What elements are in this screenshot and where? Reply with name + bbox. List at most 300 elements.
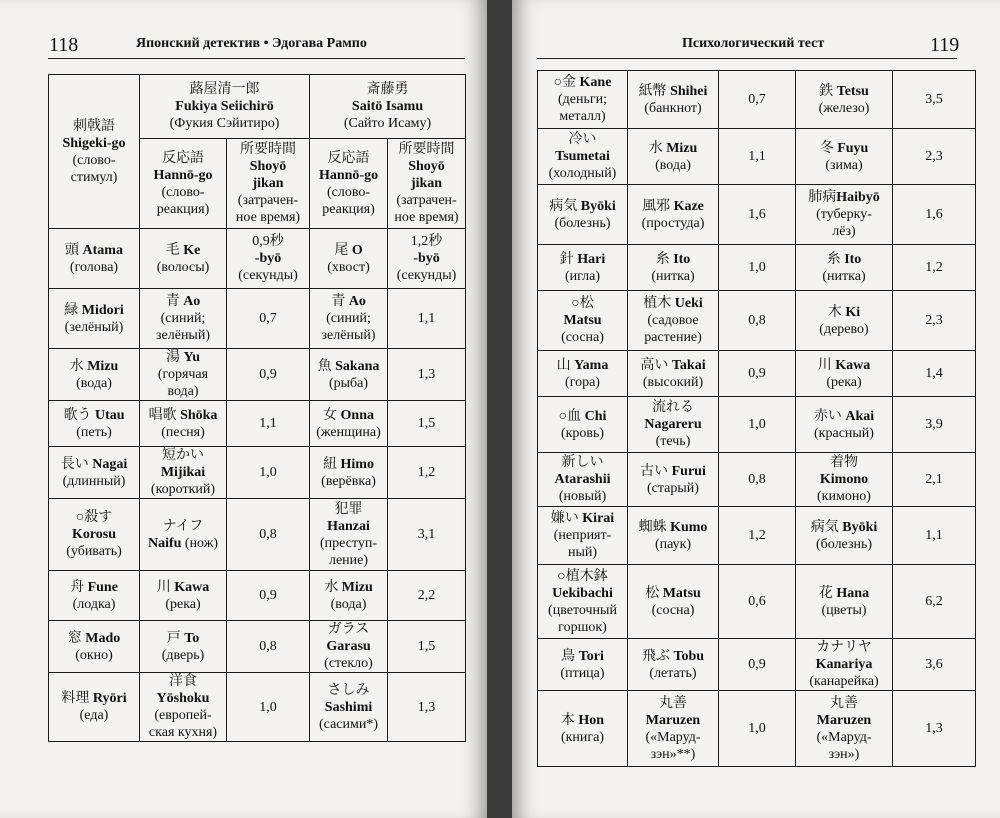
cell-text: растение) <box>644 330 702 345</box>
cell-stim <box>49 499 140 571</box>
cell-text: 0,9 <box>259 588 277 603</box>
cell-line <box>895 593 973 610</box>
cell-text: горшок) <box>558 619 607 635</box>
cell-line <box>142 293 224 310</box>
cell-text: 1,6 <box>925 207 943 222</box>
cell-line <box>630 399 716 416</box>
table-row <box>49 673 466 742</box>
cell-line <box>630 746 716 763</box>
cell-text: 赤い <box>813 408 846 424</box>
cell-line <box>142 518 224 535</box>
cell-t1 <box>227 621 310 673</box>
cell-line <box>630 585 716 602</box>
cell-r2 <box>310 401 388 447</box>
cell-line <box>895 720 973 737</box>
table-row <box>538 351 976 397</box>
cell-text: вода) <box>167 384 199 399</box>
cell-text: (сосна) <box>561 330 604 345</box>
cell-t1 <box>227 571 310 621</box>
cell-text: 1,4 <box>925 366 943 381</box>
cell-t1 <box>719 185 796 245</box>
cell-line <box>798 519 890 536</box>
cell-line <box>630 695 716 712</box>
romaji-text: Hari <box>577 251 606 267</box>
cell-text: 1,3 <box>417 367 436 382</box>
cell-line <box>630 463 716 480</box>
cell-line <box>630 198 716 215</box>
romaji-text: Naifu <box>147 535 182 551</box>
cell-r1 <box>628 397 719 453</box>
romaji-text: Sakana <box>335 358 380 374</box>
cell-line <box>721 527 793 544</box>
cell-text: (убивать) <box>66 544 122 559</box>
header-stimulus-cell <box>49 75 140 229</box>
header-stimulus-ru1: (слово- <box>72 152 116 168</box>
cell-line <box>630 712 716 729</box>
cell-text: (лодка) <box>72 596 116 612</box>
romaji-text: Mijikai <box>160 465 206 480</box>
table-row <box>49 289 466 349</box>
cell-text: 着物 <box>830 455 858 470</box>
cell-text: (река) <box>165 596 201 612</box>
cell-line <box>312 535 385 552</box>
cell-text: 病気 <box>549 198 581 214</box>
table-row <box>538 71 976 129</box>
cell-line <box>630 433 716 450</box>
cell-r2 <box>310 229 388 289</box>
left-running-title: Японский детектив • Эдогава Рампо <box>136 36 367 51</box>
cell-line <box>540 568 625 585</box>
cell-text: 3,1 <box>417 527 436 542</box>
cell-text: 新しい <box>561 455 604 470</box>
romaji-text: Kane <box>579 75 612 90</box>
cell-line <box>630 665 716 682</box>
cell-t2 <box>893 691 976 767</box>
cell-r1 <box>140 289 227 349</box>
cell-line <box>798 100 890 117</box>
right-page <box>512 0 1000 818</box>
cell-text: 紙幣 <box>638 83 671 99</box>
cell-text: (игла) <box>564 268 601 284</box>
header-time-jp: 所要時間 <box>398 142 455 157</box>
cell-text: 木 <box>827 304 846 320</box>
cell-line <box>229 526 307 543</box>
cell-text: (вода) <box>655 157 691 173</box>
romaji-text: Onna <box>340 407 374 423</box>
cell-r1 <box>628 71 719 129</box>
romaji-text: Takai <box>671 357 706 373</box>
romaji-text: Shihei <box>670 83 708 99</box>
cell-t2 <box>893 71 976 129</box>
cell-stim <box>538 291 628 351</box>
cell-text: (простуда) <box>641 215 705 231</box>
cell-t1 <box>719 129 796 185</box>
cell-text: 1,0 <box>748 417 766 432</box>
header-person1-ru: (Фукия Сэйитиро) <box>169 116 280 131</box>
cell-text: 松 <box>645 585 663 601</box>
cell-text: (сосна) <box>651 602 695 618</box>
cell-line <box>798 251 890 268</box>
cell-line <box>229 267 307 284</box>
cell-stim <box>538 245 628 291</box>
cell-text: (цветочный <box>548 602 617 618</box>
cell-stim <box>49 571 140 621</box>
cell-line <box>312 242 385 259</box>
cell-line <box>540 329 625 346</box>
romaji-text: Midori <box>81 302 124 318</box>
book-gutter <box>487 0 512 818</box>
header-time-romaji1: Shoyō <box>249 159 287 174</box>
cell-r1 <box>140 571 227 621</box>
cell-text: (деньги; <box>558 92 607 107</box>
cell-line <box>798 454 890 471</box>
cell-line <box>390 638 463 655</box>
cell-text: (банкнот) <box>644 100 702 116</box>
cell-stim <box>538 351 628 397</box>
cell-text: 1,5 <box>417 416 436 431</box>
cell-text: (кимоно) <box>817 489 871 504</box>
cell-text: (дверь) <box>161 647 205 663</box>
cell-text: (зима) <box>825 157 863 173</box>
cell-text: 本 <box>560 712 579 728</box>
romaji-text: Kimono <box>819 472 869 487</box>
cell-line <box>229 233 307 250</box>
cell-line <box>721 312 793 329</box>
table-row <box>49 447 466 499</box>
cell-text: 植木 <box>643 296 675 311</box>
romaji-text: Yama <box>574 357 609 373</box>
romaji-text: Furui <box>671 463 706 479</box>
cell-text: 丸善 <box>659 695 687 711</box>
cell-text: カナリヤ <box>816 640 872 655</box>
cell-line <box>895 471 973 488</box>
cell-line <box>798 602 890 619</box>
header-time-romaji2: jikan <box>252 176 284 191</box>
cell-line <box>229 250 307 267</box>
cell-line <box>540 729 625 746</box>
cell-line <box>540 357 625 374</box>
cell-text: 花 <box>818 585 837 601</box>
cell-text: さしみ <box>327 682 370 698</box>
left-table-body <box>49 229 466 742</box>
cell-text: (сасими*) <box>319 716 378 732</box>
cell-text: (холодный) <box>548 166 617 181</box>
table-row <box>538 397 976 453</box>
cell-line <box>798 585 890 602</box>
cell-text: (паук) <box>654 536 692 552</box>
cell-text: (секунды) <box>396 268 457 283</box>
cell-text: (болезнь) <box>815 536 873 552</box>
cell-t2 <box>388 499 466 571</box>
cell-line <box>51 543 137 560</box>
cell-line <box>630 416 716 433</box>
cell-t2 <box>893 453 976 507</box>
cell-line <box>630 357 716 374</box>
header-time-romaji1: Shoyō <box>408 159 445 174</box>
cell-r2 <box>796 397 893 453</box>
cell-line <box>540 712 625 729</box>
cell-line <box>229 699 307 716</box>
cell-line <box>51 509 137 526</box>
cell-line <box>312 596 385 613</box>
cell-line <box>312 699 385 716</box>
cell-line <box>630 480 716 497</box>
cell-text: 唱歌 <box>148 407 181 423</box>
cell-line <box>721 91 793 108</box>
cell-text: (песня) <box>161 424 205 440</box>
romaji-text: Ito <box>844 251 862 267</box>
cell-t1 <box>719 691 796 767</box>
cell-text: (горячая <box>157 367 209 382</box>
cell-text: 0,8 <box>259 639 277 654</box>
cell-text: 飛ぶ <box>641 648 674 664</box>
romaji-text: Atarashii <box>554 472 611 487</box>
cell-text: 魚 <box>317 358 336 374</box>
cell-line <box>798 673 890 690</box>
cell-line <box>630 140 716 157</box>
table-row <box>538 129 976 185</box>
cell-stim <box>538 453 628 507</box>
cell-line <box>540 108 625 125</box>
cell-text: 湯 <box>165 350 184 365</box>
cell-line <box>630 295 716 312</box>
cell-text: (гора) <box>565 374 600 390</box>
cell-line <box>390 250 463 267</box>
header-person1-romaji: Fukiya Seiichirō <box>175 99 274 114</box>
cell-t1 <box>227 447 310 499</box>
cell-text: (туберку- <box>816 207 872 222</box>
cell-line <box>630 729 716 746</box>
cell-text: зелёный) <box>321 328 376 343</box>
cell-r2 <box>310 289 388 349</box>
romaji-text: Mizu <box>341 579 373 595</box>
cell-stim <box>49 349 140 401</box>
cell-text: (окно) <box>75 647 113 663</box>
cell-text: металл) <box>559 109 606 124</box>
romaji-text: Kawa <box>835 357 871 373</box>
cell-line <box>895 91 973 108</box>
table-row <box>49 571 466 621</box>
cell-line <box>312 473 385 490</box>
cell-r2 <box>310 349 388 401</box>
cell-text: 紐 <box>323 456 341 472</box>
romaji-text: Tobu <box>673 648 705 664</box>
cell-t2 <box>388 349 466 401</box>
cell-line <box>798 425 890 442</box>
cell-line <box>630 374 716 391</box>
cell-text: 0,7 <box>748 92 766 107</box>
cell-t1 <box>719 565 796 639</box>
cell-t2 <box>388 447 466 499</box>
romaji-text: Kanariya <box>815 657 873 672</box>
cell-line <box>312 327 385 344</box>
cell-t2 <box>388 289 466 349</box>
cell-text: («Маруд- <box>816 729 872 745</box>
cell-line <box>142 579 224 596</box>
cell-line <box>540 165 625 182</box>
cell-r2 <box>796 291 893 351</box>
cell-line <box>540 251 625 268</box>
cell-text: зэн»**) <box>650 746 696 762</box>
header-person1-jp: 蕗屋清一郎 <box>189 82 260 97</box>
cell-text: 短かい <box>162 448 204 463</box>
cell-text: (красный) <box>814 425 874 441</box>
cell-line <box>721 656 793 673</box>
cell-line <box>798 157 890 174</box>
cell-r1 <box>628 453 719 507</box>
header-reaction-ru1: (слово- <box>326 184 371 200</box>
cell-line <box>312 456 385 473</box>
header-reaction-cell-2 <box>310 139 388 229</box>
romaji-text: Akai <box>845 408 875 424</box>
cell-t1 <box>719 71 796 129</box>
cell-text: 2,3 <box>925 313 943 328</box>
cell-line <box>798 140 890 157</box>
cell-line <box>51 319 137 336</box>
romaji-text: Garasu <box>326 639 371 654</box>
cell-text: 丸善 <box>830 695 858 711</box>
cell-line <box>798 712 890 729</box>
table-row <box>49 401 466 447</box>
cell-text: лёз) <box>832 224 856 239</box>
cell-text: (старый) <box>647 480 699 496</box>
romaji-text: Mizu <box>666 140 698 156</box>
cell-text: 流れる <box>652 400 694 415</box>
cell-line <box>540 312 625 329</box>
cell-text: 1,1 <box>748 149 766 164</box>
cell-stim <box>49 447 140 499</box>
cell-t2 <box>388 571 466 621</box>
cell-line <box>540 268 625 285</box>
cell-text: 鉄 <box>819 83 837 99</box>
cell-line <box>51 358 137 375</box>
cell-text: 1,1 <box>417 311 436 326</box>
cell-text: (высокий) <box>642 374 704 390</box>
cell-text: 蜘蛛 <box>638 519 671 535</box>
romaji-text: Tetsu <box>836 83 869 99</box>
header-person1-cell <box>140 75 310 139</box>
cell-line <box>798 746 890 763</box>
cell-text: 1,6 <box>748 207 766 222</box>
header-reaction-jp: 反応語 <box>162 150 204 166</box>
cell-t1 <box>227 289 310 349</box>
cell-t2 <box>893 397 976 453</box>
cell-line <box>312 621 385 638</box>
cell-text: (болезнь) <box>554 215 611 231</box>
cell-r2 <box>310 571 388 621</box>
cell-r1 <box>140 621 227 673</box>
romaji-text: -byō <box>254 251 282 266</box>
table-row <box>538 291 976 351</box>
cell-line <box>229 587 307 604</box>
cell-text: ○植木鉢 <box>557 568 608 584</box>
cell-line <box>540 648 625 665</box>
cell-line <box>540 131 625 148</box>
cell-line <box>51 647 137 664</box>
cell-line <box>390 699 463 716</box>
cell-text: 3,5 <box>925 92 943 107</box>
cell-text: (дерево) <box>819 321 869 337</box>
cell-text: (новый) <box>558 489 607 504</box>
table-row <box>49 229 466 289</box>
romaji-text: Matsu <box>662 585 701 601</box>
cell-text: ный) <box>567 545 598 560</box>
cell-r2 <box>310 447 388 499</box>
cell-line <box>721 365 793 382</box>
romaji-text: -byō <box>413 251 440 266</box>
cell-line <box>721 720 793 737</box>
header-reaction-romaji: Hannō-go <box>318 167 379 183</box>
cell-text: ская кухня) <box>148 725 218 740</box>
cell-line <box>229 464 307 481</box>
cell-t2 <box>388 229 466 289</box>
header-reaction-ru1: (слово- <box>161 184 205 200</box>
cell-text: 川 <box>817 357 836 373</box>
right-header-rule <box>537 58 957 59</box>
cell-line <box>798 729 890 746</box>
cell-text: (садовое <box>647 313 699 328</box>
cell-line <box>51 424 137 441</box>
cell-line <box>312 638 385 655</box>
cell-line <box>142 724 224 741</box>
cell-line <box>540 198 625 215</box>
cell-r1 <box>628 291 719 351</box>
cell-text: (преступ- <box>320 535 378 551</box>
cell-text: 犯罪 <box>334 501 363 517</box>
cell-text: (синий; <box>160 311 206 326</box>
cell-line <box>540 74 625 91</box>
cell-line <box>390 587 463 604</box>
romaji-text: Kirai <box>582 511 615 526</box>
cell-line <box>895 148 973 165</box>
cell-line <box>142 349 224 366</box>
cell-line <box>142 383 224 400</box>
cell-line <box>540 527 625 544</box>
cell-text: ление) <box>328 552 369 568</box>
cell-line <box>721 471 793 488</box>
header-reaction-ru2: реакция) <box>322 201 375 217</box>
cell-line <box>721 259 793 276</box>
cell-text: (стекло) <box>324 656 373 671</box>
header-time-jp: 所要時間 <box>240 142 296 157</box>
cell-line <box>540 295 625 312</box>
cell-text: 0,9 <box>748 657 766 672</box>
cell-line <box>51 579 137 596</box>
cell-line <box>312 293 385 310</box>
cell-text: («Маруд- <box>645 729 701 745</box>
cell-text: 肺病 <box>808 190 837 205</box>
cell-text: зелёный) <box>156 328 210 343</box>
cell-stim <box>49 401 140 447</box>
romaji-text: Maruzen <box>645 712 701 728</box>
cell-text: (женщина) <box>316 424 381 440</box>
cell-text: (короткий) <box>150 482 216 497</box>
cell-line <box>51 456 137 473</box>
cell-t1 <box>719 397 796 453</box>
cell-text: (петь) <box>76 424 112 440</box>
table-row <box>49 499 466 571</box>
cell-text: 6,2 <box>925 594 943 609</box>
cell-text: 糸 <box>655 251 674 267</box>
cell-line <box>312 358 385 375</box>
cell-line <box>142 464 224 481</box>
cell-t2 <box>893 291 976 351</box>
cell-line <box>798 304 890 321</box>
cell-line <box>798 374 890 391</box>
left-header-rule <box>48 58 465 59</box>
cell-line <box>630 157 716 174</box>
cell-t1 <box>227 349 310 401</box>
